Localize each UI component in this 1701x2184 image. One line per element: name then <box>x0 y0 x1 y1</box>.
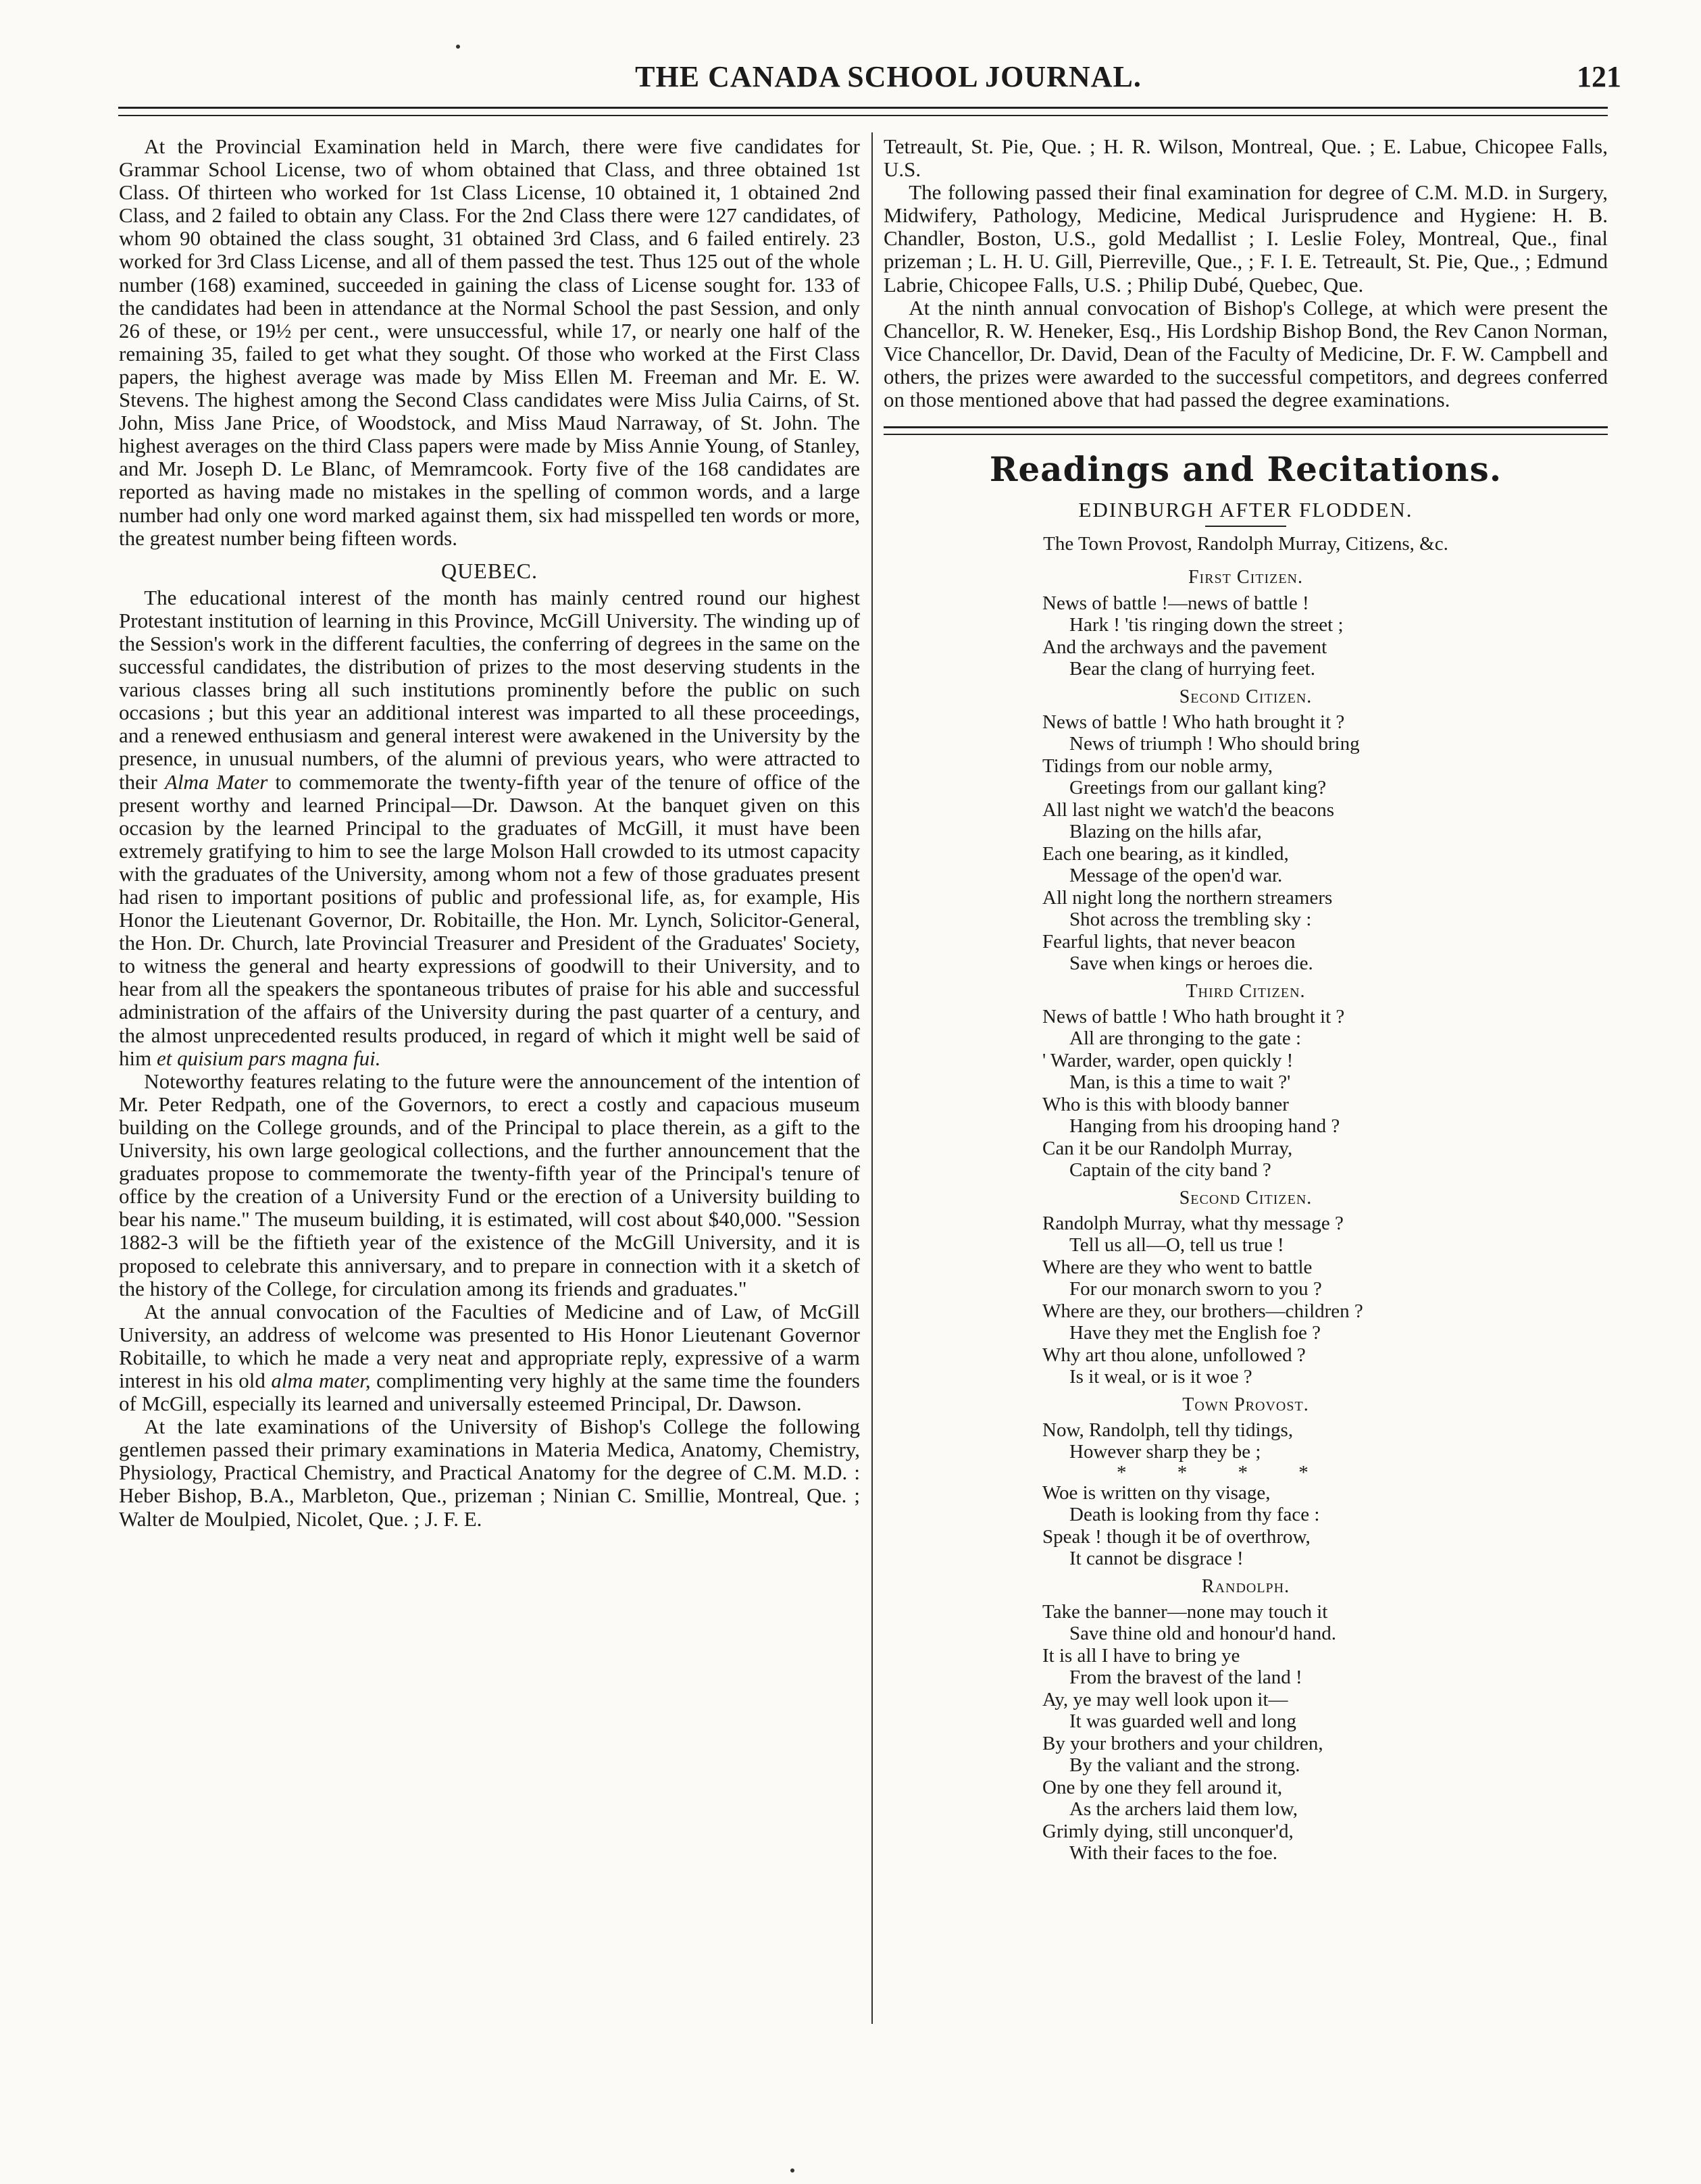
speaker-label: Second Citizen. <box>1179 686 1313 707</box>
paragraph: At the ninth annual convocation of Bishop's College, at which were present the Chancellor, R. W. Heneker, Esq., His Lordship Bishop Bond, the Rev Canon Norman, Vice Chancellor, Dr. David, Dean of the Faculty of Medicine, Dr. F. W. Campbell and others, the prizes were awarded to the successful competitors, and degrees conferred on those mentioned above that had passed the degree examinations. <box>884 295 1608 412</box>
poem-line: With their faces to the foe. <box>1069 1842 1278 1864</box>
poem-line: Randolph Murray, what thy message ? <box>1042 1212 1344 1234</box>
poem-line: As the archers laid them low, <box>1069 1798 1298 1821</box>
speaker-label: Town Provost. <box>1182 1394 1309 1415</box>
poem-line: Where are they who went to battle <box>1042 1256 1313 1278</box>
stanza <box>1042 1213 1608 1388</box>
paragraph: At the Provincial Examination held in March, there were five candidates for Grammar School License, two of whom obtained that Class, and three obtained 1st Class. Of thirteen who worked for 1st Class License, 10 obtained it, 1 obtained 2nd Class, and 2 failed to obtain any Class. For the 2nd Class there were 127 candidates, of whom 90 obtained the class sought, 31 obtained 3rd Class, and 6 failed entirely. 23 worked for 3rd Class License, and all of them passed the test. Thus 125 out of the whole number (168) examined, succeeded in gaining the class of License sought for. 133 of the candidates had been in attendance at the Normal School the past Session, and only 26 of these, or 19½ per cent., were unsuccessful, while 17, or nearly one half of the remaining 35, failed to get what they sought. Of those who worked at the First Class papers, the highest average was made by Miss Ellen M. Freeman and Mr. E. W. Stevens. The highest among the Second Class candidates were Miss Julia Cairns, of St. John, Miss Jane Price, of Woodstock, and Miss Maud Narraway, of St. John. The highest averages on the third Class papers were made by Miss Annie Young, of Stanley, and Mr. Joseph D. Le Blanc, of Memramcook. Forty five of the 168 candidates are reported as having made no mistakes in the spelling of common words, and a large number had only one word marked against them, six had misspelled ten words or more, the greatest number being fifteen words. <box>119 134 860 550</box>
poem-line: News of battle ! Who hath brought it ? <box>1042 711 1345 733</box>
paragraph: At the annual convocation of the Faculties of Medicine and of Law, of McGill University, an address of welcome was presented to His Honor Lieutenant Governor Robitaille, to which he made a very neat and appropriate reply, expressive of a warm interest in his old alma mater, complimenting very highly at the same time the founders of McGill, especially its learned and universally esteemed Principal, Dr. Dawson. <box>119 1299 860 1416</box>
ellipsis-stars: * * * * <box>1117 1461 1331 1483</box>
poem-line: It cannot be disgrace ! <box>1069 1548 1244 1570</box>
poem-line: However sharp they be ; <box>1069 1441 1261 1463</box>
stanza <box>1042 1006 1608 1182</box>
poem-line: Blazing on the hills afar, <box>1069 821 1262 843</box>
poem-line: Bear the clang of hurrying feet. <box>1069 658 1315 680</box>
stanza <box>1042 711 1608 975</box>
poem-line: Captain of the city band ? <box>1069 1159 1271 1182</box>
poem-line: Why art thou alone, unfollowed ? <box>1042 1344 1306 1366</box>
poem-line: Fearful lights, that never beacon <box>1042 930 1296 953</box>
section-rule <box>884 426 1608 435</box>
poem-line: Where are they, our brothers—children ? <box>1042 1300 1363 1322</box>
title-rule <box>1205 526 1286 527</box>
poem-line: Greetings from our gallant king? <box>1069 777 1327 799</box>
poem-line: Message of the open'd war. <box>1069 865 1283 887</box>
italic-phrase: Alma Mater <box>164 769 268 794</box>
speaker-label: First Citizen. <box>1188 567 1303 588</box>
poem-title: EDINBURGH AFTER FLODDEN. <box>1078 498 1413 522</box>
poem-line: Save thine old and honour'd hand. <box>1069 1623 1337 1645</box>
poem-line: ' Warder, warder, open quickly ! <box>1042 1049 1294 1071</box>
page-header <box>155 59 1621 100</box>
poem-line: Man, is this a time to wait ?' <box>1069 1071 1291 1094</box>
paragraph: The educational interest of the month has mainly centred round our highest Protestant institution of learning in this Province, McGill University. The winding up of the Session's work in the different faculties, the conferring of degrees in the same on the successful candidates, the distribution of prizes to the most deserving students in the various classes bring all such institutions prominently before the public on such occasions ; but this year an additional interest was imparted to all these proceedings, and a renewed enthusiasm and general interest were awakened in the University by the presence, in unusual numbers, of the alumni of previous years, who were attracted to their Alma Mater to commemorate the twenty-fifth year of the tenure of office of the present worthy and learned Principal—Dr. Dawson. At the banquet given on this occasion by the learned Principal to the graduates of McGill, it must have been extremely gratifying to him to see the large Molson Hall crowded to its utmost capacity with the graduates of the University, among whom not a few of those graduates present had risen to important positions of public and professional life, as, for example, His Honor the Lieutenant Governor, Dr. Robitaille, the Hon. Mr. Lynch, Solicitor-General, the Hon. Dr. Church, late Provincial Treasurer and President of the Graduates' Society, to witness the general and hearty expressions of goodwill to their University, and to hear from all the speakers the spontaneous tributes of praise for his able and successful administration of the affairs of the University during the past quarter of a century, and the almost unprecedented results produced, in regard of which it might well be said of him et quisium pars magna fui. <box>119 585 861 1070</box>
poem-line: Now, Randolph, tell thy tidings, <box>1042 1419 1294 1441</box>
poem-line: News of battle ! Who hath brought it ? <box>1042 1005 1345 1027</box>
column-divider <box>871 132 873 2024</box>
poem-line: Hanging from his drooping hand ? <box>1069 1115 1340 1138</box>
speaker-label: Second Citizen. <box>1179 1187 1313 1209</box>
poem-line: Death is looking from thy face : <box>1069 1504 1320 1526</box>
poem-line: Can it be our Randolph Murray, <box>1042 1137 1293 1159</box>
section-heading-quebec: QUEBEC. <box>441 558 538 583</box>
header-rule <box>118 107 1608 109</box>
poem-line: By your brothers and your children, <box>1042 1732 1323 1754</box>
poem-line: News of battle !—news of battle ! <box>1042 592 1309 614</box>
poem-line: Each one bearing, as it kindled, <box>1042 842 1289 865</box>
section-title: Readings and Recitations. <box>989 449 1502 490</box>
poem-line: Is it weal, or is it woe ? <box>1069 1366 1252 1388</box>
stanza <box>1042 592 1608 680</box>
paragraph: The following passed their final examination for degree of C.M. M.D. in Surgery, Midwifery, Pathology, Medicine, Medical Jurisprudence and Hygiene: H. B. Chandler, Boston, U.S., gold Medallist ; I. Leslie Foley, Montreal, Que., final prizeman ; L. H. U. Gill, Pierreville, Que., ; F. I. E. Tetreault, St. Pie, Que., ; Edmund Labrie, Chicopee Falls, U.S. ; Philip Dubé, Quebec, Que. <box>884 180 1608 297</box>
journal-title: THE CANADA SCHOOL JOURNAL. <box>635 60 1142 93</box>
latin-phrase: et quisium pars magna fui. <box>156 1046 381 1070</box>
paragraph: Tetreault, St. Pie, Que. ; H. R. Wilson, Montreal, Que. ; E. Labue, Chicopee Falls, U.S. <box>884 134 1608 182</box>
page-number: 121 <box>1577 60 1621 93</box>
poem-body <box>884 566 1608 1864</box>
speaker-label: Randolph. <box>1201 1575 1290 1597</box>
poem-line: For our monarch sworn to you ? <box>1069 1278 1322 1300</box>
poem-line: Who is this with bloody banner <box>1042 1093 1289 1115</box>
poem-line: Ay, ye may well look upon it— <box>1042 1688 1288 1710</box>
poem-line: From the bravest of the land ! <box>1069 1667 1302 1689</box>
poem-line: Grimly dying, still unconquer'd, <box>1042 1820 1294 1842</box>
poem-line: Hark ! 'tis ringing down the street ; <box>1069 614 1344 636</box>
speaker-label: Third Citizen. <box>1186 980 1306 1002</box>
header-rule-thin <box>118 115 1608 116</box>
stanza <box>1042 1419 1608 1570</box>
poem-line: Shot across the trembling sky : <box>1069 909 1312 931</box>
poem-line: Save when kings or heroes die. <box>1069 953 1313 975</box>
poem-line: Tell us all—O, tell us true ! <box>1069 1234 1284 1256</box>
print-speck <box>456 45 460 49</box>
poem-line: It is all I have to bring ye <box>1042 1644 1240 1667</box>
stanza <box>1042 1601 1608 1864</box>
poem-line: And the archways and the pavement <box>1042 636 1327 658</box>
paragraph: At the late examinations of the University of Bishop's College the following gentlemen passed their primary examinations in Materia Medica, Anatomy, Chemistry, Physiology, Practical Chemistry, and Practical Anatomy for the degree of C.M. M.D. : Heber Bishop, B.A., Marbleton, Que., prizeman ; Ninian C. Smillie, Montreal, Que. ; Walter de Moulpied, Nicolet, Que. ; J. F. E. <box>119 1415 860 1531</box>
poem-line: Tidings from our noble army, <box>1042 755 1273 777</box>
paragraph: Noteworthy features relating to the future were the announcement of the intention of Mr. Peter Redpath, one of the Governors, to erect a costly and capacious museum building on the College grounds, and of the Principal to place therein, as a gift to the University, his own large geological collections, and the further announcement that the graduates propose to commemorate the twenty-fifth year of the Principal's tenure of office by the creation of a University Fund or the erection of a University building to bear his name." The museum building, it is estimated, will cost about $40,000. "Session 1882-3 will be the fiftieth year of the existence of the McGill University, and it is proposed to celebrate this anniversary, and to prepare in connection with it a sketch of the history of the College, for circulation among its friends and graduates." <box>119 1069 860 1300</box>
poem-line: All are thronging to the gate : <box>1069 1027 1302 1050</box>
poem-line: One by one they fell around it, <box>1042 1776 1283 1798</box>
right-column <box>884 135 1608 1864</box>
poem-line: It was guarded well and long <box>1069 1710 1296 1733</box>
italic-phrase: alma mater, <box>271 1368 371 1392</box>
print-speck <box>790 2168 794 2173</box>
poem-line: News of triumph ! Who should bring <box>1069 733 1360 755</box>
poem-line: Speak ! though it be of overthrow, <box>1042 1525 1311 1548</box>
poem-line: Woe is written on thy visage, <box>1042 1481 1271 1504</box>
poem-line: Take the banner—none may touch it <box>1042 1600 1328 1623</box>
poem-line: By the valiant and the strong. <box>1069 1754 1300 1777</box>
poem-line: Have they met the English foe ? <box>1069 1322 1321 1344</box>
dramatis-personae: The Town Provost, Randolph Murray, Citizens, &c. <box>1043 533 1448 555</box>
left-column <box>119 135 860 1531</box>
poem-line: All night long the northern streamers <box>1042 886 1333 909</box>
poem-line: All last night we watch'd the beacons <box>1042 798 1335 821</box>
